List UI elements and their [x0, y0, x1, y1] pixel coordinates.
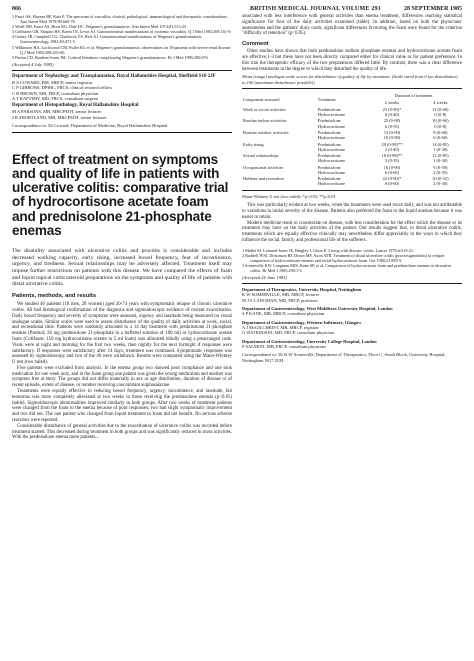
author-line: A J McGILCHRIST, MB, MRCP, registrar [242, 324, 319, 330]
issue-date: 28 SEPTEMBER 1985 [403, 6, 462, 12]
reference-list [12, 14, 232, 60]
quality-of-life-table [242, 92, 462, 187]
author-line: A T RAFTERY, MD, FRCS, consultant surgeon [12, 96, 99, 102]
right-column [242, 14, 462, 363]
author-line: M A PARSONS, MB, MRCPATH, senior lecturer [12, 109, 102, 115]
article-title: Effect of treatment on symptoms and quality of life in patients with ulcerative colitis: comparative trial of hydrocortisone acetate foam and prednisolone 21-phosphate enemas [12, 151, 229, 238]
component-cell: Early rising [243, 141, 264, 147]
value-2w-cell: 22 (0-90)* 8 (0-60) [382, 176, 402, 187]
address-block [242, 339, 462, 350]
value-4w-cell: 12 (0-85) 1 (0-30) [432, 153, 449, 164]
author-line: K W SOMERVILLE, MB, MRCP, lecturer [242, 292, 320, 298]
component-cell: Work or social activities [243, 106, 286, 112]
author-line: G WATKINSON, MD, FRCP, consultant physician [242, 330, 334, 336]
table-row [242, 106, 462, 118]
table-caption: Mean (range) analogue scale scores for disturbance of quality of life by treatment. (Scale rated from 0 (no disturbance) to 100 (maximum disturbance possible)) [242, 74, 458, 85]
value-2w-cell: 23 (0-90)* 6 (0-40) [382, 106, 402, 117]
reference-item: 3 Goldstein GB, Shapiro HS, Barris IN, Levin AJ. Gastrointestinal manifestations of systemic vasculitis. Q J Med 1983;208:161-9. [12, 29, 232, 35]
value-2w-cell: 16 (0-90) 6 (0-60) [383, 164, 401, 175]
table-footnote: Mann-Whitney U test (two tailed): *p<0.05; **p<0.01. [242, 194, 337, 200]
value-2w-cell: 13 (0-90) 10 (0-80) [383, 130, 401, 141]
value-4w-cell: 14 (0-85) 1 (0-30) [432, 141, 449, 152]
journal-name: BRITISH MEDICAL JOURNAL VOLUME 291 [250, 6, 381, 12]
accepted-date: (Accepted 24 June 1985) [242, 275, 287, 281]
treatment-cell: Prednisolone Hydrocortisone [317, 130, 346, 141]
author-line: S P KANE, MB, MRCP, consultant physician [242, 311, 325, 317]
body-paragraph: Other studies have shown that both prednisolone sodium phosphate enemas and hydrocortisone acetate foam are effective,1-3 but these have not been directly compared either for clinical value or for patient preference. In this trial the therapeutic efficacy of the two preparations differed little. By contrast, there was a clear difference between treatments in the degree to which they disturbed the quality of life. [242, 49, 462, 72]
address-list [242, 287, 462, 349]
table-row [242, 176, 462, 188]
author-line: J R SHORTLAND, MB, MRCPATH, senior lecturer [12, 114, 107, 120]
divider [242, 190, 462, 191]
treatment-cell: Prednisolone Hydrocortisone [317, 164, 346, 175]
body-paragraph: We studied 46 patients (18 men, 28 women) aged 20-74 years with symptomatic relapse of chronic ulcerative colitis. All had histological confirmation of the diagnosis and sigmoidoscopic evidence of current exacerbation. Daily bowel frequency and severity of symptoms were assessed, urgency and lassitude being measured on visual analogue scales. Similar scales were used to assess disturbance of the quality of daily activities at work, social, and recreational time. Patients were randomly allocated to a 14 day treatment with prednisolone 21-phosphate enemas (Predsol; 20 mg prednisolone 21-phosphate in a buffered solution of 100 ml) or hydrocortisone acetate foam (Colifoam; 150 mg hydrocortisone acetate in 5 ml foam) was allocated blindly using a prearranged code. Visits were at night and morning for the first two weeks, then nightly for the next fortnight if responses were satisfactory. If responses were satisfactory after 14 days, treatment was continued. Symptomatic responses was assessed by sigmoidoscopy and two of the 46 were withdrawn. Results were compared using the Mann-Whitney U test (two tailed). [12, 302, 232, 366]
component-cell: Hobbies and recreation [243, 176, 284, 182]
department-heading: Department of Gastroenterology, Western Infirmary, Glasgow [242, 319, 362, 325]
reference-item: 1 Fauci AS, Haynes BF, Katz P. The spectrum of vasculitis, clinical, pathological, immunological and therapeutic considerations. Ann Intern Med 1978;89:660-76. [12, 14, 229, 25]
page-number: 866 [12, 6, 21, 12]
reference-item: 1 Mallet SJ, Lennard-Jones JE, Bingley J, Gilon E. Living with disease: colitis. Lancet 1978;ii:619-21. [242, 247, 415, 253]
table-header-cell: Treatment [317, 96, 336, 102]
body-paragraph: This was particularly evident at two weeks, when the treatments were used twice daily, and was not attributable to variations in initial severity of the disease. Patients also preferred the foam to the liquid enemas because it was easier to retain. [242, 203, 462, 220]
author-line: P SALMON, MB, FRCP, consultant physician [242, 343, 326, 349]
value-2w-cell: 29 (0-98)** 2 (0-40) [381, 141, 403, 152]
component-cell: Sexual relationships [243, 153, 279, 159]
component-cell: Occupational activities [243, 164, 284, 170]
section-heading: Comment [242, 41, 269, 48]
author-line: C B BROWN, MB, FRCP, consultant physician [12, 90, 99, 96]
department-heading: Department of Gastroenterology, University College Hospital, London [242, 338, 377, 344]
value-4w-cell: 11 (0-60) 0 (0-8) [432, 106, 449, 117]
component-cell: Routine indoor activities [243, 118, 287, 124]
value-4w-cell: 10 (0-60) 0 (0-8) [432, 118, 449, 129]
address-block [242, 306, 462, 317]
component-cell: Routine outdoor activities [243, 130, 289, 135]
department-heading: Department of Histopathology, Royal Hallamshire Hospital [12, 103, 139, 109]
table-row [242, 129, 462, 141]
treatment-cell: Prednisolone Hydrocortisone [317, 141, 346, 152]
table-header-cell: Duration of treatment [394, 93, 433, 99]
body-paragraph: Modern medicine tends to concentrate on disease, with less consideration for the effect which the disease or its treatment may have on the daily activities of the patient. Our results suggest that, in distal ulcerative colitis, treatments which are equally effective clinically may nevertheless differ appreciably in the ways in which they influence the social, family, and professional life of the sufferers. [242, 220, 462, 243]
divider [12, 132, 232, 133]
table-header-cell: 2 weeks [384, 100, 400, 106]
value-2w-cell: 25 (0-98) 6 (0-55) [383, 118, 401, 129]
divider [12, 70, 232, 71]
address-block [242, 287, 462, 303]
correspondence-note: Correspondence to: Dr K W Somerville, Department of Therapeutics, Floor C, South Block, University Hospital, Nottingham NG7 2UH. [242, 352, 446, 363]
table-header-cell: Component assessed [243, 96, 280, 102]
value-4w-cell: 9 (0-50) 2 (0-35) [433, 164, 448, 175]
treatment-cell: Prednisolone Hydrocortisone [317, 106, 346, 117]
body-paragraph: Considerable disturbance of general activities due to the exacerbation of ulcerative colitis was recorded before treatment started. This decreased during treatment in both groups and was significantly reduced in most activities. With the prednisolone enema more patients... [12, 423, 232, 441]
department-heading: Department of Gastroenterology, West Middlesex University Hospital, London [242, 306, 393, 312]
table-header-cell: 4 weeks [433, 100, 448, 106]
value-2w-cell: 18 (0-98)** 3 (0-35) [381, 153, 403, 164]
author-list [12, 109, 232, 120]
author-list [12, 80, 232, 102]
value-4w-cell: 10 (0-52) 2 (0-30) [432, 176, 449, 187]
address-block [242, 320, 462, 336]
body-paragraph: associated with less interference with general activities than enema treatment, differences reaching statistical significance for four of the daily activities examined (table). In addition, based on both the physicians' assessments and the patients' diary cards, significant differences favouring the foam were found for the criterion "difficulty of retention" (p<0.05). [242, 14, 462, 37]
value-4w-cell: 9 (0-60) 6 (0-60) [433, 130, 448, 141]
reference-item: 2 Ruddell WSJ, Dickinson RJ, Dixon MF, Axon ATR. Treatment of distal ulcerative colitis (proctosigmoiditis) in relapse: comparison of hydrocortisone enemas and rectal hydrocortisone foam. Gut 1980;21:885-9. [242, 252, 446, 263]
table-row [242, 164, 462, 176]
reference-item: 4 Gentry JR, Campbell CG, Chadwick VS, Reis AJ. Gastrointestinal manifestations of Wegener's granulomatosis. Gastroenterology 1982;83:471-5. [12, 34, 203, 45]
reference-item: 2 Wolff SM, Fauci AS, Horn RG, Dale DC. Wegener's granulomatosis. Ann Intern Med 1974;81:513-25. [12, 24, 188, 30]
reference-item: 3 Somerville KW, Langman MJS, Kane SP, et al. Comparison of hydrocortisone foam and prednisolone enemas in ulcerative colitis. Br Med J 1985;290:1-3. [242, 262, 452, 274]
table-row [242, 141, 462, 153]
author-line: R A COWARD, BM, MRCP, senior registrar [12, 79, 93, 85]
table-row [242, 118, 462, 130]
author-line: C P GIBBONS, DPHIL, FRCS, clinical research fellow [12, 85, 113, 91]
divider [242, 88, 462, 89]
treatment-cell: Prednisolone Hydrocortisone [317, 176, 346, 187]
department-heading: Department of Therapeutics, University Hospital, Nottingham [242, 287, 362, 293]
correspondence-note: Correspondence to: Dr Coward, Department of Medicine, Royal Hallamshire Hospital. [12, 123, 169, 129]
table-row [242, 152, 462, 164]
left-column [12, 14, 232, 441]
divider [242, 283, 462, 284]
body-paragraph: Five patients were excluded from analysis. In the enema group two showed poor compliance and one took medication for one week only, and in the foam group one patient was given the wrong medication and another was symptom free at entry. The groups did not differ materially in sex or age distribution, duration of disease or of recent episode, extent of disease, or number receiving concomitant sulphasalazine. [12, 365, 233, 389]
accepted-date: (Accepted 4 July 1985) [12, 61, 54, 67]
reference-item: 5 Parton CD, Boulton-Jones JM. Cortical blindness complicating Wegener's granulomatosis. Br J Med 1985;290:676. [12, 54, 209, 60]
reference-item: 5 Wilkinson HA, Lockwood CM, Fuller RJ, et al. Wegener's granulomatosis: observations on 18 patients with severe renal disease. Q J Med 1983;208:435-60. [12, 44, 232, 55]
author-line: M J S LANGMAN, MD, FRCP, professor [242, 297, 318, 303]
department-heading: Department of Nephrology and Transplantation, Royal Hallamshire Hospital, Sheffield S10 2JF [12, 73, 216, 79]
body-paragraph: Treatments were equally effective in reducing bowel frequency, urgency, incontinence, and lassitude, but tenesmus was more completely alleviated at two weeks in those receiving the prednisolone enemas (p<0.05) (table). Sigmoidoscopic abnormalities improved similarly in both groups. After two weeks of treatment patients were changed from the foam to the enema because of poor responses; two had slight symptomatic improvement and two did not. The one patient who changed from liquid treatment to foam did not benefit. No serious adverse reactions were reported. [12, 389, 232, 424]
abstract: The disability associated with ulcerative colitis and proctitis is considerable and includes decreased working capacity, early rising, increased bowel frequency, fear of incontinence, urgency, and tiredness. Sexual relationships may be adversely affected. Treatment itself may impose further restrictions on patients with this disease. We have compared the effects of foam and liquid topical corticosteroid preparations on the symptoms and quality of life of patients with distal ulcerative colitis. [12, 247, 232, 288]
reference-list [242, 248, 462, 273]
treatment-cell: Prednisolone Hydrocortisone [317, 153, 346, 164]
section-heading: Patients, methods, and results [12, 293, 97, 300]
treatment-cell: Prednisolone Hydrocortisone [317, 118, 346, 129]
